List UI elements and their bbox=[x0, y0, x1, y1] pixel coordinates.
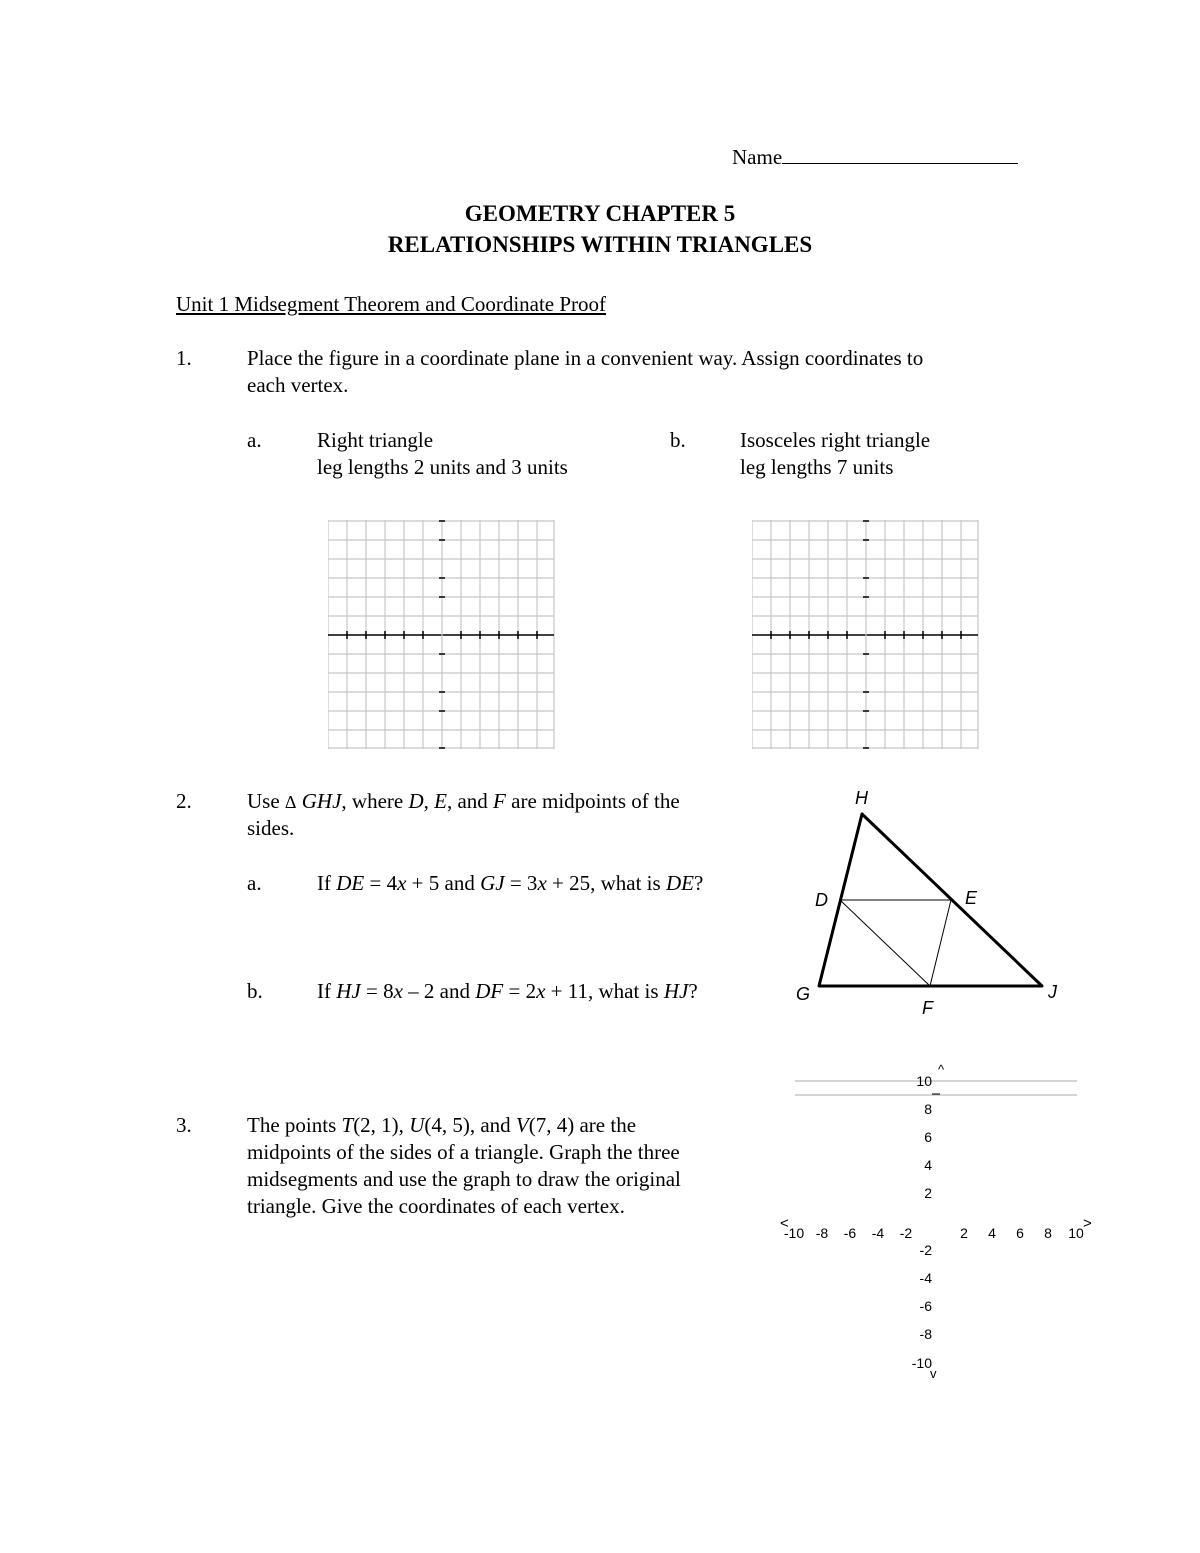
name-blank[interactable] bbox=[782, 143, 1018, 164]
x-arrow-right-icon: > bbox=[1083, 1215, 1092, 1232]
x-axis-label: 6 bbox=[1016, 1225, 1024, 1241]
q2-text-post: are midpoints of the bbox=[505, 789, 680, 813]
x-axis-label: 8 bbox=[1044, 1225, 1052, 1241]
q2b-end: ? bbox=[688, 979, 698, 1003]
q2-text-mid: , where bbox=[341, 789, 409, 813]
q1a-line2: leg lengths 2 units and 3 units bbox=[317, 455, 568, 479]
y-axis-label: 2 bbox=[924, 1185, 932, 1201]
y-axis-label: -4 bbox=[919, 1270, 932, 1286]
q2a-rest2: + 25, what is bbox=[546, 871, 666, 895]
q2-text-pre: Use bbox=[247, 789, 285, 813]
triangle-symbol: Δ bbox=[284, 792, 297, 812]
y-arrow-down-icon: v bbox=[930, 1366, 937, 1381]
point-u: U bbox=[409, 1113, 425, 1137]
point-t-coord: (2, 1), bbox=[353, 1113, 410, 1137]
name-field bbox=[732, 143, 1018, 171]
x-axis-label: 2 bbox=[960, 1225, 968, 1241]
segment-df bbox=[840, 900, 930, 986]
unit-heading: Unit 1 Midsegment Theorem and Coordinate Proof bbox=[176, 292, 607, 316]
y-axis-label: 6 bbox=[924, 1129, 932, 1145]
q2-number: 2. bbox=[176, 789, 192, 813]
point-e: E bbox=[434, 789, 447, 813]
q2a-seg1: DE bbox=[336, 871, 365, 895]
q1b-line1: Isosceles right triangle bbox=[740, 428, 931, 452]
q2b-seg1: HJ bbox=[336, 979, 361, 1003]
label-j: J bbox=[1048, 982, 1057, 1002]
q2a-letter: a. bbox=[247, 871, 262, 895]
q2b-if: If bbox=[317, 979, 337, 1003]
q2a-var1: x bbox=[397, 871, 407, 895]
q3-line1-pre: The points bbox=[247, 1113, 342, 1137]
y-axis-label: 8 bbox=[924, 1101, 932, 1117]
q1a-letter: a. bbox=[247, 428, 262, 452]
x-arrow-left-icon: < bbox=[780, 1215, 789, 1232]
grid-b[interactable] bbox=[752, 520, 980, 750]
q2a-var2: x bbox=[537, 871, 547, 895]
q2-comma: , bbox=[423, 789, 435, 813]
q2a-end: ? bbox=[693, 871, 704, 895]
x-axis-label: -10 bbox=[783, 1225, 805, 1241]
page-title: GEOMETRY CHAPTER 5 bbox=[464, 201, 736, 226]
q1a-line1: Right triangle bbox=[317, 428, 434, 452]
label-g: G bbox=[796, 984, 811, 1004]
point-v-coord: (7, 4) are the bbox=[528, 1113, 637, 1137]
segment-ef bbox=[930, 900, 951, 986]
q2b-eq1: = 8 bbox=[360, 979, 394, 1003]
label-f: F bbox=[922, 998, 933, 1018]
q1-text-line2: each vertex. bbox=[247, 373, 349, 397]
y-axis-label: -2 bbox=[919, 1242, 932, 1258]
q2a-seg2: GJ bbox=[480, 871, 505, 895]
y-axis-label: 4 bbox=[924, 1157, 932, 1173]
q2a-rest1: + 5 and bbox=[406, 871, 481, 895]
q3-line1 bbox=[247, 1112, 636, 1139]
q3-line4: triangle. Give the coordinates of each vertex. bbox=[247, 1194, 625, 1218]
point-d: D bbox=[408, 789, 424, 813]
point-f: F bbox=[493, 789, 506, 813]
q2b-eq2: = 2 bbox=[503, 979, 537, 1003]
grid-a[interactable] bbox=[328, 520, 556, 750]
y-axis-label: -10 bbox=[911, 1355, 932, 1371]
point-v: V bbox=[515, 1113, 529, 1137]
q2b-seg3: HJ bbox=[663, 979, 689, 1003]
q2-text-line2: sides. bbox=[247, 816, 295, 840]
triangle-figure bbox=[780, 780, 1080, 1020]
triangle-name: GHJ bbox=[301, 789, 342, 813]
q2b-var1: x bbox=[393, 979, 403, 1003]
y-arrow-up-icon: ^ bbox=[938, 1062, 945, 1077]
label-e: E bbox=[965, 888, 978, 908]
q2a-eq1: = 4 bbox=[364, 871, 398, 895]
x-axis-label: 4 bbox=[988, 1225, 996, 1241]
q2b-rest1: – 2 and bbox=[402, 979, 476, 1003]
q3-number: 3. bbox=[176, 1113, 192, 1137]
name-label: Name bbox=[732, 145, 783, 169]
x-axis-label: 10 bbox=[1068, 1225, 1084, 1241]
y-axis-label: -8 bbox=[919, 1326, 932, 1342]
label-d: D bbox=[815, 890, 828, 910]
x-axis-label: -4 bbox=[871, 1225, 885, 1241]
q2-text-line1 bbox=[247, 788, 680, 816]
label-h: H bbox=[855, 788, 868, 808]
q2b-seg2: DF bbox=[475, 979, 504, 1003]
q2b-letter: b. bbox=[247, 979, 263, 1003]
q1b-letter: b. bbox=[670, 428, 686, 452]
q2a-text bbox=[317, 870, 703, 897]
point-u-coord: (4, 5), and bbox=[424, 1113, 516, 1137]
q1b-line2: leg lengths 7 units bbox=[740, 455, 894, 479]
point-t: T bbox=[341, 1113, 354, 1137]
q2b-var2: x bbox=[536, 979, 546, 1003]
q2-and: , and bbox=[446, 789, 494, 813]
y-axis-label: 10 bbox=[916, 1073, 932, 1089]
q2a-if: If bbox=[317, 871, 337, 895]
q3-line2: midpoints of the sides of a triangle. Graph the three bbox=[247, 1140, 680, 1164]
x-axis-label: -8 bbox=[815, 1225, 829, 1241]
q2b-rest2: + 11, what is bbox=[545, 979, 664, 1003]
x-axis-label: -6 bbox=[843, 1225, 857, 1241]
y-axis-label: -6 bbox=[919, 1298, 932, 1314]
q1-number: 1. bbox=[176, 346, 192, 370]
q1-text-line1: Place the figure in a coordinate plane in a convenient way. Assign coordinates to bbox=[247, 346, 924, 370]
coordinate-plane[interactable] bbox=[780, 1060, 1100, 1390]
q2a-seg3: DE bbox=[665, 871, 694, 895]
q3-line3: midsegments and use the graph to draw the original bbox=[247, 1167, 681, 1191]
q2b-text bbox=[317, 978, 698, 1005]
x-axis-label: -2 bbox=[899, 1225, 913, 1241]
page-subtitle: RELATIONSHIPS WITHIN TRIANGLES bbox=[387, 232, 813, 257]
q2a-eq2: = 3 bbox=[504, 871, 538, 895]
